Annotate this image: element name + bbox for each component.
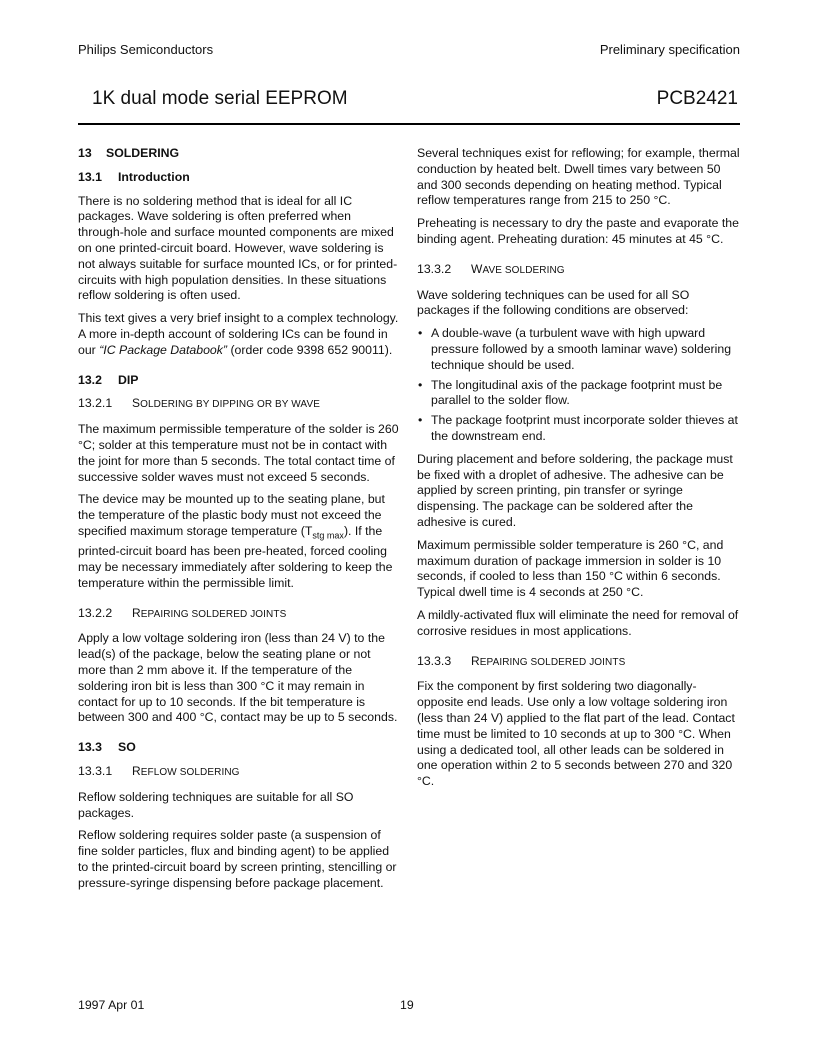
subscript: stg max (312, 530, 344, 541)
small-caps-text: AVE SOLDERING (482, 264, 565, 276)
small-caps-text: EPAIRING SOLDERED JOINTS (140, 608, 287, 620)
list-item-text: A double-wave (a turbulent wave with high upward pressure followed by a smooth laminar wave) soldering technique should be used. (431, 326, 732, 372)
initial-cap: R (132, 763, 141, 778)
text-run: ). If the printed-circuit board has been pre-heated, forced cooling may be necessary immediately after soldering to keep the temperature within the permissible limit. (78, 523, 393, 590)
reflow-paragraph-3: Several techniques exist for reflowing; for example, thermal conduction by heated belt. Dwell times vary between 50 and 300 seconds depending on heating method. Typical reflow temperatures range from 215 to 250 °C. (417, 146, 740, 208)
wave-paragraph-1: Wave soldering techniques can be used for all SO packages if the following conditions are observed: (417, 287, 690, 318)
section-number: 13.3.2 (417, 261, 452, 276)
wave-conditions-list (417, 326, 740, 445)
reflow-paragraph-1: Reflow soldering techniques are suitable for all SO packages. (78, 789, 354, 820)
small-caps-text: EPAIRING SOLDERED JOINTS (479, 656, 626, 668)
document-title: 1K dual mode serial EEPROM (92, 88, 348, 109)
left-column (78, 146, 400, 899)
text-run: This text gives a very brief insight to a complex technology. A more in-depth account of soldering ICs can be found in our (78, 311, 399, 357)
section-13-3-3-heading (417, 654, 740, 671)
repair-paragraph: Apply a low voltage soldering iron (less than 24 V) to the lead(s) of the package, below the seating plane or not more than 2 mm above it. If the temperature of the soldering iron bit is less than 300 °C it may remain in contact for up to 10 seconds. If the bit temperature is between 300 and 400 °C, contact may be up to 5 seconds. (78, 631, 398, 725)
section-13-2-heading (78, 373, 400, 389)
text-run: The device may be mounted up to the seating plane, but the temperature of the plastic body must not exceed the specified maximum storage temperature (T (78, 492, 385, 538)
bullet-icon: • (418, 326, 423, 341)
initial-cap: R (132, 605, 141, 620)
small-caps-text: OLDERING BY DIPPING OR BY WAVE (140, 399, 321, 411)
list-item-text: The longitudinal axis of the package footprint must be parallel to the solder flow. (431, 377, 723, 408)
list-item (417, 378, 740, 410)
footer-date: 1997 Apr 01 (78, 998, 145, 1012)
page-number: 19 (400, 998, 414, 1012)
header-doc-status: Preliminary specification (599, 42, 740, 57)
subsection-title (471, 261, 565, 276)
right-column (417, 146, 740, 797)
section-13-3-2-heading (417, 262, 740, 279)
dip-paragraph-1: The maximum permissible temperature of the solder is 260 °C; solder at this temperature must not be in contact with the joint for more than 5 seconds. The total contact time of successive solder waves must not exceed 5 seconds. (78, 422, 399, 484)
wave-paragraph-2: During placement and before soldering, the package must be fixed with a droplet of adhesive. The adhesive can be applied by screen printing, pin transfer or syringe dispensing. The package can be soldered after the adhesive is cured. (417, 451, 733, 529)
header-company: Philips Semiconductors (78, 42, 214, 57)
intro-paragraph-2 (78, 311, 400, 358)
wave-paragraph-3: Maximum permissible solder temperature is 260 °C, and maximum duration of package immersion in solder is 10 seconds, if cooled to less than 150 °C within 6 seconds. Typical dwell time is 4 seconds at 250 °C. (417, 537, 724, 600)
list-item-text: The package footprint must incorporate solder thieves at the downstream end. (431, 413, 738, 443)
section-13-2-1-heading (78, 396, 400, 413)
section-13-2-2-heading (78, 606, 400, 623)
reflow-paragraph-2: Reflow soldering requires solder paste (a suspension of fine solder particles, flux and binding agent) to be applied to the printed-circuit board by screen printing, stencilling or pressure-syringe dispensing before package placement. (78, 828, 397, 890)
repair-so-paragraph: Fix the component by first soldering two diagonally-opposite end leads. Use only a low voltage soldering iron (less than 24 V) applied to the flat part of the lead. Contact time must be limited to 10 seconds at up to 300 °C. When using a dedicated tool, all other leads can be soldered in one operation within 2 to 5 seconds between 270 and 320 °C. (417, 679, 735, 789)
section-title: Introduction (118, 169, 190, 184)
small-caps-text: EFLOW SOLDERING (140, 766, 240, 778)
intro-paragraph-1: There is no soldering method that is ideal for all IC packages. Wave soldering is often preferred when through-hole and surface mounted components are mixed on one printed-circuit board. However, wave soldering is not always suitable for surface mounted ICs, or for printed-circuits with high population densities. In these situations reflow soldering is often used. (78, 193, 398, 303)
section-number: 13.2.2 (78, 605, 113, 620)
section-number: 13.3 (78, 740, 102, 755)
header-rule (78, 123, 740, 125)
list-item (417, 326, 740, 373)
section-number: 13.3.1 (78, 763, 113, 778)
subsection-title (471, 653, 626, 668)
initial-cap: S (132, 396, 141, 411)
bullet-icon: • (418, 377, 423, 392)
initial-cap: R (471, 653, 480, 668)
dip-paragraph-2 (78, 492, 400, 591)
databook-title: “IC Package Databook” (99, 342, 228, 357)
section-13-1-heading (78, 170, 400, 186)
section-title: SOLDERING (106, 146, 180, 160)
section-number: 13.2.1 (78, 396, 113, 411)
wave-paragraph-4: A mildly-activated flux will eliminate the need for removal of corrosive residues in most applications. (417, 607, 739, 638)
section-title: SO (118, 740, 136, 755)
reflow-paragraph-4: Preheating is necessary to dry the paste and evaporate the binding agent. Preheating duration: 45 minutes at 45 °C. (417, 216, 739, 246)
section-13-3-heading (78, 740, 400, 756)
section-title: DIP (118, 372, 139, 387)
section-13-heading (78, 146, 400, 162)
section-number: 13.1 (78, 169, 102, 184)
initial-cap: W (471, 261, 483, 276)
subsection-title (132, 763, 240, 778)
section-number: 13 (78, 146, 92, 160)
section-13-3-1-heading (78, 764, 400, 781)
part-number: PCB2421 (656, 88, 738, 109)
section-number: 13.3.3 (417, 653, 452, 668)
subsection-title (132, 396, 321, 411)
bullet-icon: • (418, 413, 423, 428)
section-number: 13.2 (78, 372, 102, 387)
subsection-title (132, 605, 287, 620)
list-item (417, 413, 740, 445)
text-run: (order code 9398 652 90011). (227, 342, 393, 357)
